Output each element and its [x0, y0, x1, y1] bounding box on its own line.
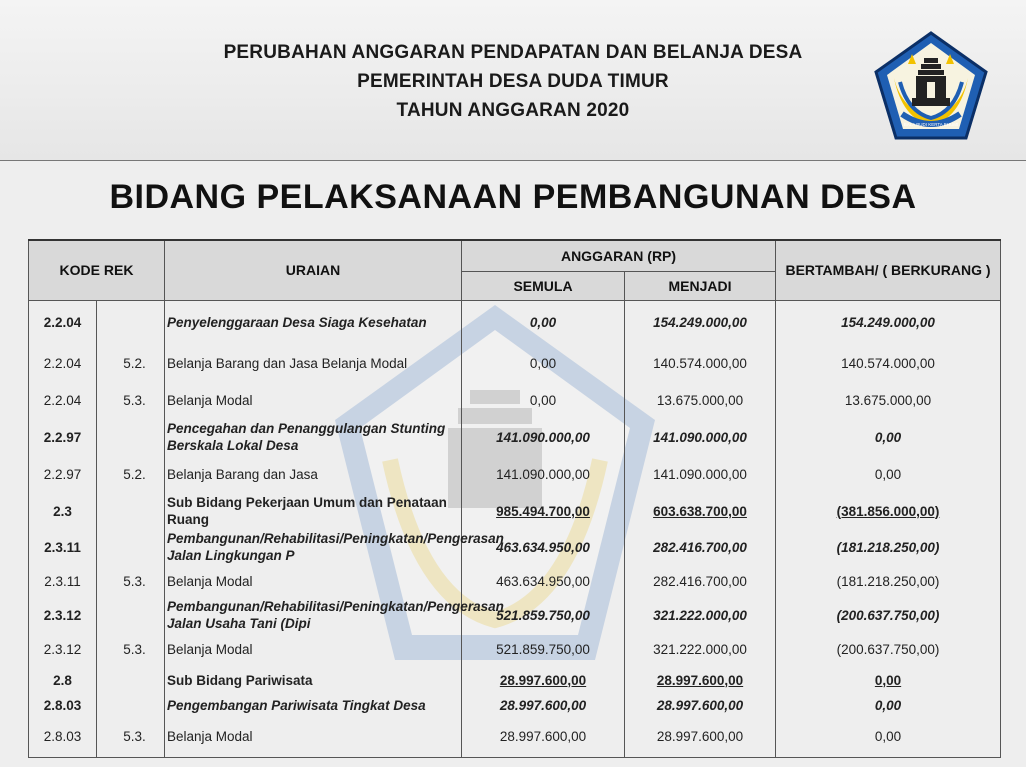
table-row	[29, 300, 1001, 344]
cell-menjadi: 13.675.000,00	[625, 382, 776, 418]
table-row	[29, 717, 1001, 757]
header-kode-rek: KODE REK	[29, 240, 165, 300]
cell-kode-sub: 5.3.	[97, 632, 165, 666]
header-semula: SEMULA	[462, 271, 625, 300]
cell-kode-rek: 2.8.03	[29, 694, 97, 717]
cell-kode-sub: 5.2.	[97, 344, 165, 382]
cell-menjadi: 282.416.700,00	[625, 564, 776, 598]
header-anggaran: ANGGARAN (RP)	[462, 240, 776, 271]
table-row	[29, 694, 1001, 717]
budget-table	[28, 239, 1001, 758]
cell-kode-sub: 5.3.	[97, 717, 165, 757]
cell-kode-rek: 2.3.11	[29, 530, 97, 564]
cell-kode-rek: 2.2.04	[29, 382, 97, 418]
cell-bertambah-berkurang: (381.856.000,00)	[776, 492, 1001, 530]
cell-uraian: Belanja Barang dan Jasa	[165, 456, 462, 492]
header-title-line-3: TAHUN ANGGARAN 2020	[396, 100, 630, 121]
cell-semula: 521.859.750,00	[462, 632, 625, 666]
cell-kode-sub	[97, 598, 165, 632]
cell-kode-rek: 2.3.12	[29, 632, 97, 666]
cell-uraian: Belanja Barang dan Jasa Belanja Modal	[165, 344, 462, 382]
cell-uraian: Belanja Modal	[165, 564, 462, 598]
cell-menjadi: 28.997.600,00	[625, 717, 776, 757]
cell-kode-sub	[97, 418, 165, 456]
cell-kode-sub: 5.3.	[97, 564, 165, 598]
cell-semula: 28.997.600,00	[462, 666, 625, 694]
cell-uraian: Sub Bidang Pariwisata	[165, 666, 462, 694]
cell-uraian: Pembangunan/Rehabilitasi/Peningkatan/Pengerasan Jalan Usaha Tani (Dipi	[165, 598, 462, 632]
cell-bertambah-berkurang: 154.249.000,00	[776, 300, 1001, 344]
cell-kode-rek: 2.3.12	[29, 598, 97, 632]
table-row	[29, 382, 1001, 418]
cell-uraian: Pengembangan Pariwisata Tingkat Desa	[165, 694, 462, 717]
cell-menjadi: 321.222.000,00	[625, 632, 776, 666]
cell-menjadi: 28.997.600,00	[625, 694, 776, 717]
table-row	[29, 598, 1001, 632]
cell-bertambah-berkurang: (181.218.250,00)	[776, 564, 1001, 598]
cell-kode-rek: 2.2.04	[29, 300, 97, 344]
cell-menjadi: 321.222.000,00	[625, 598, 776, 632]
table-row	[29, 418, 1001, 456]
cell-uraian: Pembangunan/Rehabilitasi/Peningkatan/Pengerasan Jalan Lingkungan P	[165, 530, 462, 564]
table-row	[29, 632, 1001, 666]
cell-bertambah-berkurang: (181.218.250,00)	[776, 530, 1001, 564]
cell-semula: 28.997.600,00	[462, 717, 625, 757]
cell-bertambah-berkurang: 13.675.000,00	[776, 382, 1001, 418]
cell-semula: 141.090.000,00	[462, 418, 625, 456]
budget-table-container	[28, 239, 1000, 758]
cell-semula: 463.634.950,00	[462, 564, 625, 598]
cell-kode-rek: 2.3	[29, 492, 97, 530]
cell-kode-sub	[97, 492, 165, 530]
cell-uraian: Pencegahan dan Penanggulangan Stunting Berskala Lokal Desa	[165, 418, 462, 456]
cell-bertambah-berkurang: 0,00	[776, 694, 1001, 717]
regency-logo-emblem	[872, 30, 990, 142]
cell-kode-sub: 5.3.	[97, 382, 165, 418]
svg-text:BALA BUDI KERTA BHUMI: BALA BUDI KERTA BHUMI	[903, 122, 959, 127]
cell-bertambah-berkurang: 0,00	[776, 456, 1001, 492]
cell-semula: 0,00	[462, 344, 625, 382]
cell-kode-rek: 2.2.04	[29, 344, 97, 382]
cell-kode-rek: 2.2.97	[29, 456, 97, 492]
table-row	[29, 564, 1001, 598]
cell-kode-rek: 2.8	[29, 666, 97, 694]
header-bertambah-berkurang: BERTAMBAH/ ( BERKURANG )	[776, 240, 1001, 300]
cell-bertambah-berkurang: 0,00	[776, 666, 1001, 694]
cell-uraian: Belanja Modal	[165, 717, 462, 757]
cell-semula: 141.090.000,00	[462, 456, 625, 492]
table-row	[29, 456, 1001, 492]
table-row	[29, 530, 1001, 564]
cell-menjadi: 141.090.000,00	[625, 456, 776, 492]
cell-bertambah-berkurang: (200.637.750,00)	[776, 632, 1001, 666]
cell-kode-rek: 2.3.11	[29, 564, 97, 598]
cell-menjadi: 154.249.000,00	[625, 300, 776, 344]
header-title-line-2: PEMERINTAH DESA DUDA TIMUR	[357, 71, 669, 92]
cell-kode-sub	[97, 666, 165, 694]
cell-semula: 985.494.700,00	[462, 492, 625, 530]
cell-menjadi: 282.416.700,00	[625, 530, 776, 564]
cell-uraian: Belanja Modal	[165, 382, 462, 418]
cell-kode-rek: 2.2.97	[29, 418, 97, 456]
cell-uraian: Penyelenggaraan Desa Siaga Kesehatan	[165, 300, 462, 344]
table-row	[29, 492, 1001, 530]
cell-bertambah-berkurang: 0,00	[776, 418, 1001, 456]
cell-kode-sub	[97, 530, 165, 564]
cell-kode-sub: 5.2.	[97, 456, 165, 492]
cell-bertambah-berkurang: 0,00	[776, 717, 1001, 757]
cell-bertambah-berkurang: (200.637.750,00)	[776, 598, 1001, 632]
header-uraian: URAIAN	[165, 240, 462, 300]
cell-semula: 463.634.950,00	[462, 530, 625, 564]
cell-bertambah-berkurang: 140.574.000,00	[776, 344, 1001, 382]
cell-semula: 0,00	[462, 300, 625, 344]
cell-menjadi: 141.090.000,00	[625, 418, 776, 456]
cell-uraian: Belanja Modal	[165, 632, 462, 666]
document-header	[0, 0, 1026, 161]
header-menjadi: MENJADI	[625, 271, 776, 300]
budget-table-body	[29, 300, 1001, 757]
cell-menjadi: 140.574.000,00	[625, 344, 776, 382]
cell-uraian: Sub Bidang Pekerjaan Umum dan Penataan Ruang	[165, 492, 462, 530]
cell-semula: 0,00	[462, 382, 625, 418]
table-row	[29, 344, 1001, 382]
cell-menjadi: 603.638.700,00	[625, 492, 776, 530]
cell-kode-sub	[97, 300, 165, 344]
cell-semula: 521.859.750,00	[462, 598, 625, 632]
cell-kode-sub	[97, 694, 165, 717]
header-title-line-1: PERUBAHAN ANGGARAN PENDAPATAN DAN BELANJA DESA	[223, 42, 803, 63]
section-title: BIDANG PELAKSANAAN PEMBANGUNAN DESA	[109, 178, 917, 216]
table-row	[29, 666, 1001, 694]
cell-semula: 28.997.600,00	[462, 694, 625, 717]
cell-kode-rek: 2.8.03	[29, 717, 97, 757]
cell-menjadi: 28.997.600,00	[625, 666, 776, 694]
